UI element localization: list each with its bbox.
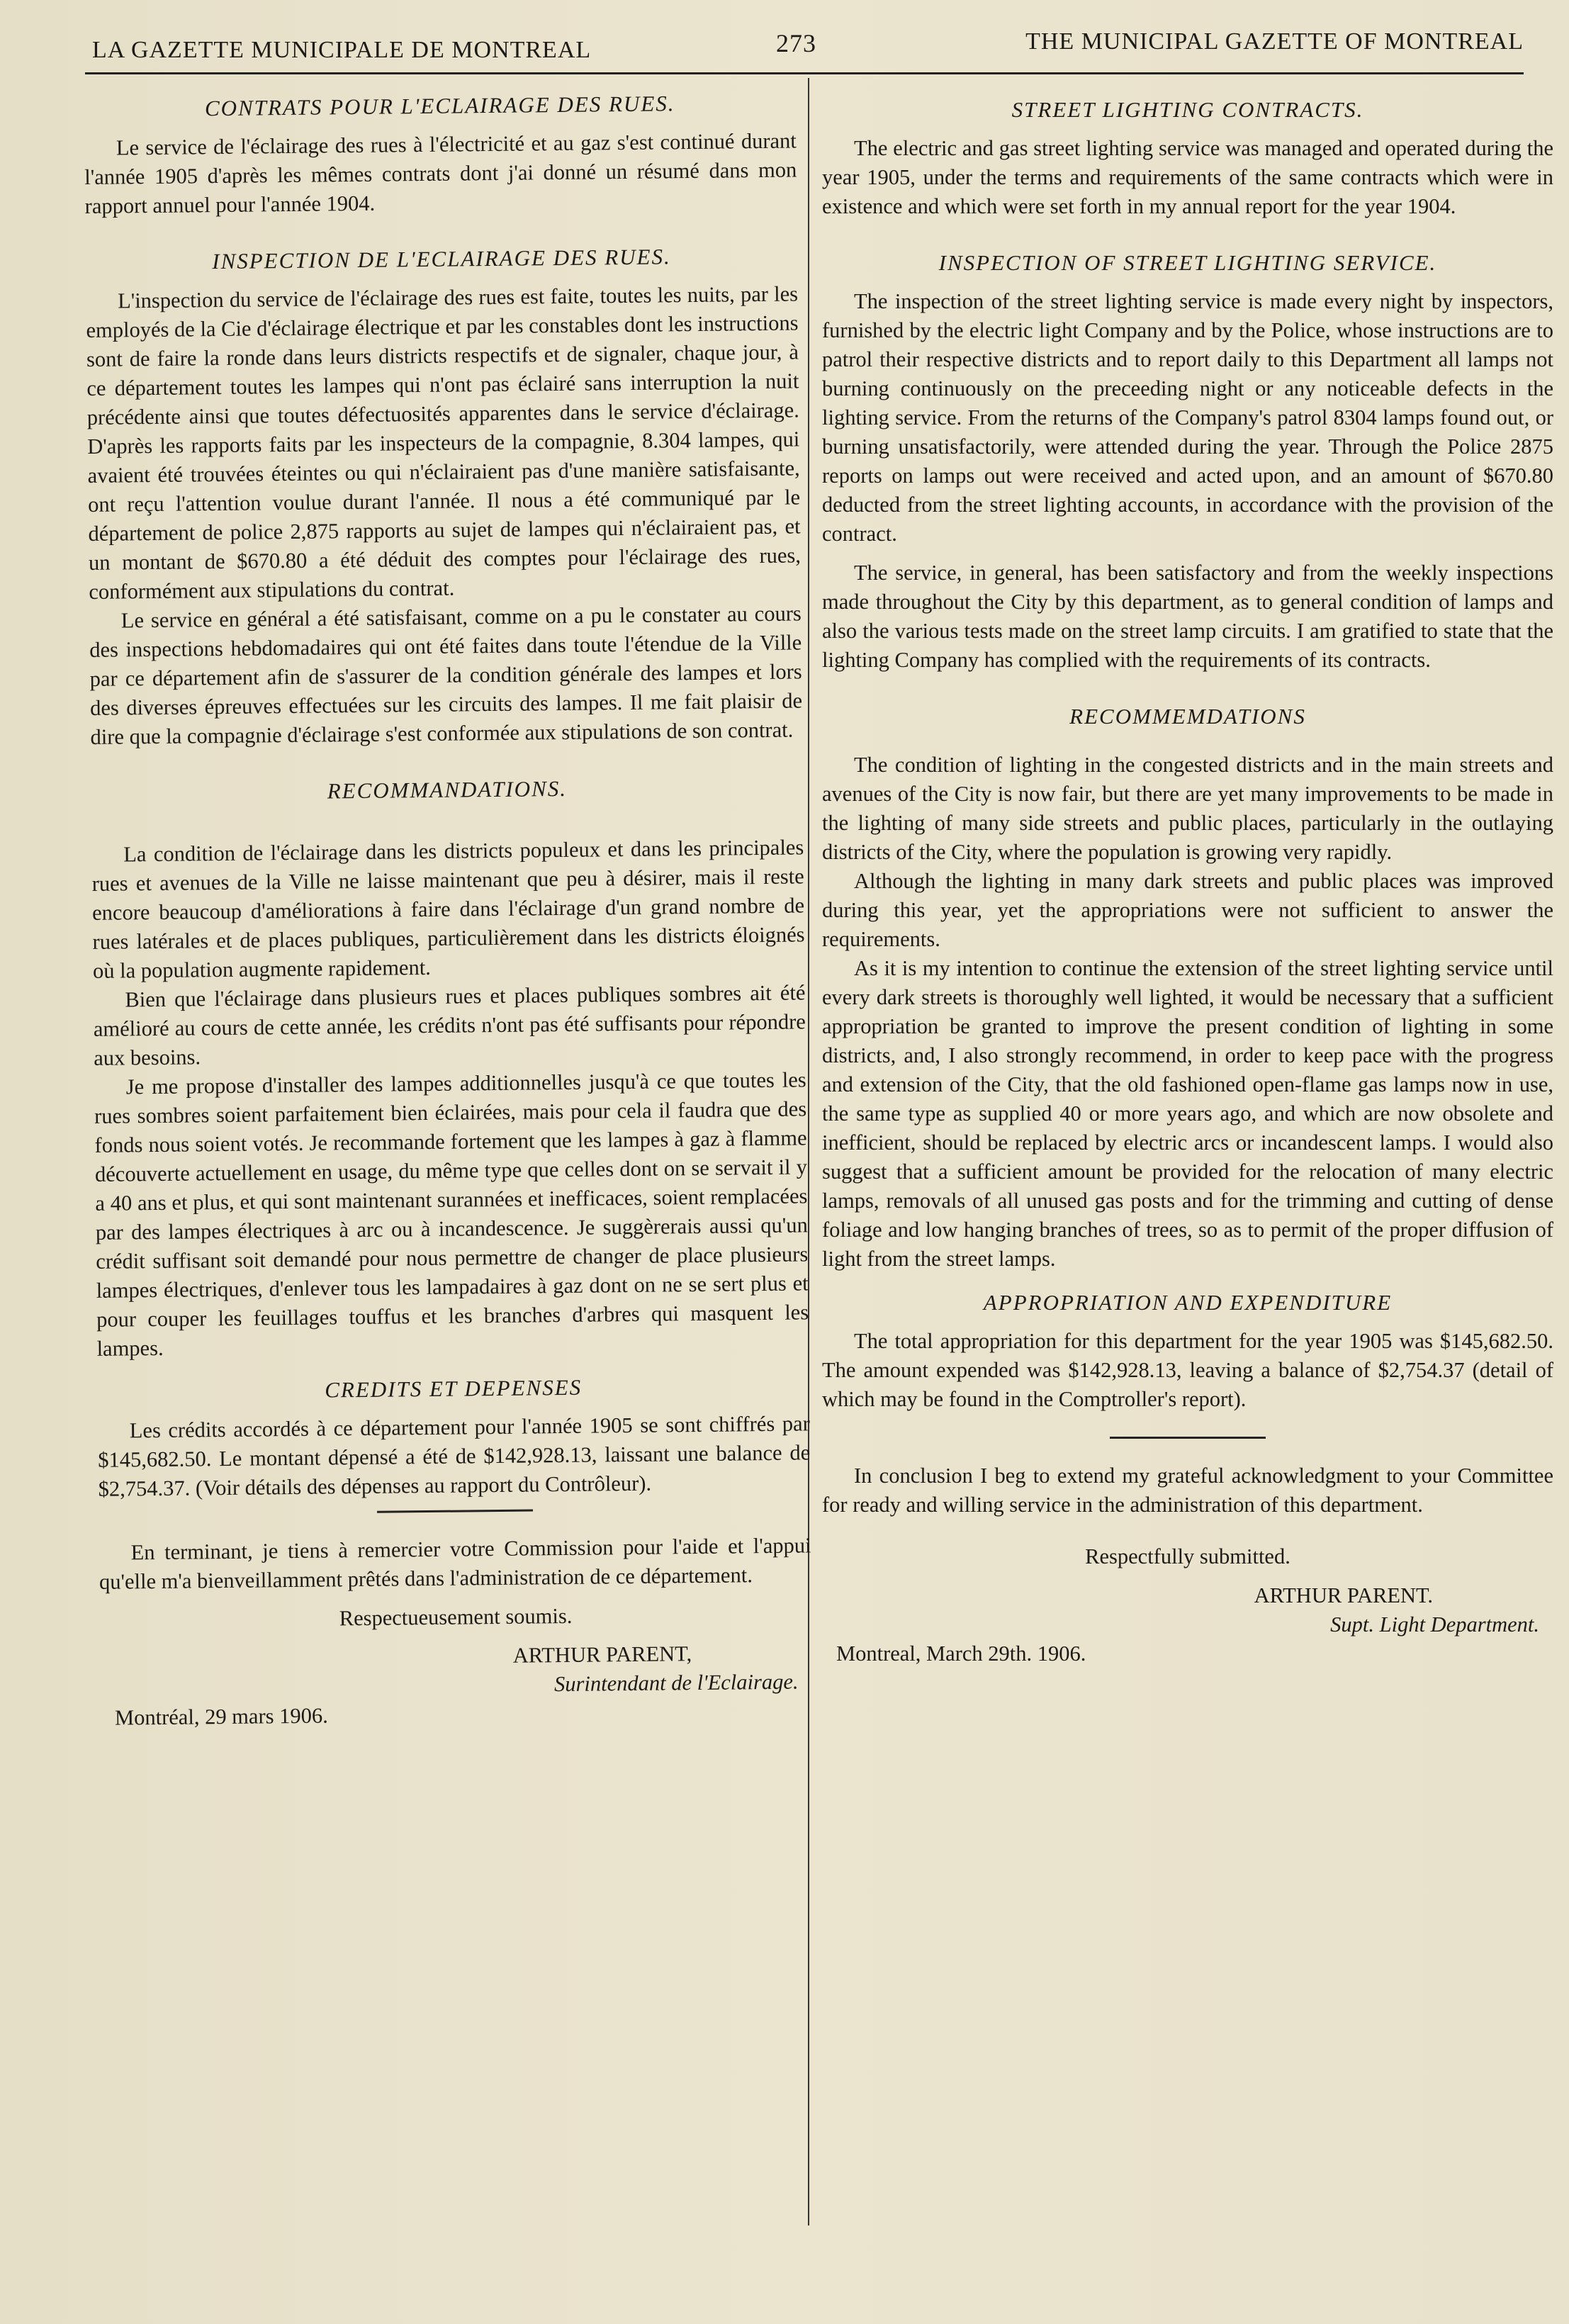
fr-paragraph-condition: La condition de l'éclairage dans les districts populeux et dans les principales rues et avenues de la Ville ne laisse maintenant que peu à désirer, mais il reste encore beaucoup d'améliorations à faire dans l'éclairage d'un grand nombre de rues latérales et de places publiques, particulièrement dans les districts éloignés où la population augmente rapidement. [91, 835, 805, 983]
fr-heading-contracts: CONTRATS POUR L'ECLAIRAGE DES RUES. [204, 91, 675, 121]
en-paragraph-proposal: As it is my intention to continue the extension of the street lighting service until every dark streets is thoroughly well lighted, it would be necessary that a sufficient appropriation be granted to improve the present condition of lighting in some districts, and, I also strongly recommend, in order to keep pace with the progress and extension of the City, that the old fashioned open-flame gas lamps now in use, the same type as supplied 40 or more years ago, and which are now obsolete and inefficient, should be replaced by electric arcs or incandescent lamps. I would also suggest that a sufficient amount be provided for the relocation of many electric lamps, removals of all unused gas posts and for the trimming and cutting of dense foliage and low hanging branches of trees, so as to permit of the proper diffusion of light from the street lamps. [822, 956, 1553, 1271]
fr-paragraph-inspection: L'inspection du service de l'éclairage des rues est faite, toutes les nuits, par les employés de la Cie d'éclairage électrique et par les constables dont les instructions sont de faire la ronde dans leurs districts respectifs et de signaler, chaque jour, à ce département toutes les lampes qui n'ont pas éclairé sans interruption la nuit précédente ainsi que toutes défectuosités apparentes dans le service d'éclairage. D'après les rapports faits par les inspecteurs de la compagnie, 8.304 lampes, qui avaient été trouvées éteintes ou qui n'éclairaient pas d'une manière satisfaisante, ont reçu l'attention voulue durant l'année. Il nous a été communiqué par le département de police 2,875 rapports au sujet de lampes qui n'éclairaient pas, et un montant de $670.80 a été déduit des comptes pour l'éclairage des rues, conformément aux stipulations du contrat. [86, 281, 802, 604]
fr-closing: Respectueusement soumis. [339, 1603, 573, 1631]
french-column [84, 83, 813, 1732]
fr-paragraph-credits: Les crédits accordés à ce département pour l'année 1905 se sont chiffrés par $145,682.50. Le montant dépensé a été de $142,928.13, laissant une balance de $2,754.37. (Voir détails des dépenses au rapport du Contrôleur). [98, 1411, 811, 1501]
en-paragraph-contracts: The electric and gas street lighting service was managed and operated during the year 1905, under the terms and requirements of the same contracts which were in existence and which were set forth in my annual report for the year 1904. [822, 136, 1553, 218]
fr-signature-name: ARTHUR PARENT, [512, 1641, 692, 1668]
fr-paragraph-service: Le service en général a été satisfaisant, comme on a pu le constater au cours des inspections hebdomadaires qui ont été faites dans toute l'étendue de la Ville par ce département afin de s'assurer de la condition générale des lampes et lors des diverses épreuves effectuées sur les circuits des lampes. Il me fait plaisir de dire que la compagnie d'éclairage s'est conformée aux stipulations de son contrat. [89, 601, 803, 749]
en-date: Montreal, March 29th. 1906. [836, 1641, 1086, 1666]
header-french-title: LA GAZETTE MUNICIPALE DE MONTREAL [92, 37, 592, 63]
fr-paragraph-proposal: Je me propose d'installer des lampes additionnelles jusqu'à ce que toutes les rues sombres soient parfaitement bien éclairées, mais pour cela il faudra que des fonds nous soient votés. Je recommande fortement que les lampes à gaz à flamme découverte actuellement en usage, du même type que celles dont on se servait il y a 40 ans et plus, et qui sont maintenant surannées et inefficaces, soient remplacées par des lampes électriques à arc ou à incandescence. Je suggèrerais aussi qu'un crédit suffisant soit demandé pour nous permettre de changer de place plusieurs lampes électriques, d'enlever tous les lampadaires à gaz dont on ne se sert plus et pour couper les feuillages touffus et les branches d'arbres qui masquent les lampes. [94, 1067, 809, 1361]
en-paragraph-condition: The condition of lighting in the congested districts and in the main streets and avenues of the City is now fair, but there are yet many improvements to be made in the lighting of many side streets and public places, particularly in the outlaying districts of the City, where the population is growing very rapidly. [822, 753, 1553, 864]
header-rule [85, 72, 1524, 74]
en-heading-recommendations: RECOMMEMDATIONS [1069, 704, 1306, 729]
en-paragraph-appropriation: The total appropriation for this department for the year 1905 was $145,682.50. The amount expended was $142,928.13, leaving a balance of $2,754.37 (detail of which may be found in the Comptroller's report). [822, 1329, 1553, 1411]
fr-signature-title: Surintendant de l'Eclairage. [553, 1669, 799, 1697]
en-paragraph-service: The service, in general, has been satisfactory and from the weekly inspections made throughout the City by this department, as to general condition of lamps and also the various tests made on the street lamp circuits. I am gratified to state that the lighting Company has complied with the requirements of its contracts. [822, 561, 1553, 672]
en-signature-title: Supt. Light Department. [1330, 1612, 1539, 1637]
fr-heading-credits: CREDITS ET DEPENSES [325, 1374, 583, 1403]
english-column [822, 91, 1553, 1668]
fr-heading-inspection: INSPECTION DE L'ECLAIRAGE DES RUES. [212, 244, 671, 274]
en-heading-contracts: STREET LIGHTING CONTRACTS. [1011, 97, 1364, 122]
page-number: 273 [776, 29, 816, 57]
header-english-title: THE MUNICIPAL GAZETTE OF MONTREAL [1025, 28, 1524, 55]
fr-date: Montréal, 29 mars 1906. [114, 1703, 328, 1730]
fr-paragraph-contracts: Le service de l'éclairage des rues à l'électricité et au gaz s'est continué durant l'année 1905 d'après les mêmes contrats dont j'ai donné un résumé dans mon rapport annuel pour l'année 1904. [84, 128, 797, 218]
en-signature-name: ARTHUR PARENT. [1254, 1583, 1433, 1607]
en-heading-appropriation: APPROPRIATION AND EXPENDITURE [983, 1290, 1393, 1315]
en-paragraph-conclusion: In conclusion I beg to extend my grateful acknowledgment to your Committee for ready and willing service in the administration of this department. [822, 1464, 1553, 1517]
fr-heading-recommendations: RECOMMANDATIONS. [327, 775, 568, 804]
en-closing: Respectfully submitted. [1085, 1544, 1290, 1568]
en-heading-inspection: INSPECTION OF STREET LIGHTING SERVICE. [938, 250, 1437, 275]
fr-paragraph-conclusion: En terminant, je tiens à remercier votre Commission pour l'aide et l'appui qu'elle m'a bienveillamment prêtés dans l'administration de ce département. [99, 1533, 811, 1594]
en-paragraph-improved: Although the lighting in many dark streets and public places was improved during this year, yet the appropriations were not sufficient to answer the requirements. [822, 869, 1553, 951]
column-divider [808, 78, 809, 2225]
en-paragraph-inspection: The inspection of the street lighting service is made every night by inspectors, furnished by the electric light Company and by the Police, whose instructions are to patrol their respective districts and to report daily to this Department all lamps not burning continuously on the preceeding night or any noticeable defects in the lighting service. From the returns of the Company's patrol 8304 lamps found out, or burning unsatisfactorily, were attended during the year. Through the Police 2875 reports on lamps out were received and acted upon, and an amount of $670.80 deducted from the street lighting accounts, in accordance with the provision of the contract. [822, 289, 1553, 546]
fr-paragraph-improved: Bien que l'éclairage dans plusieurs rues et places publiques sombres ait été amélioré au cours de cette année, les crédits n'ont pas été suffisants pour répondre aux besoins. [93, 980, 806, 1070]
page-header [85, 28, 1524, 71]
